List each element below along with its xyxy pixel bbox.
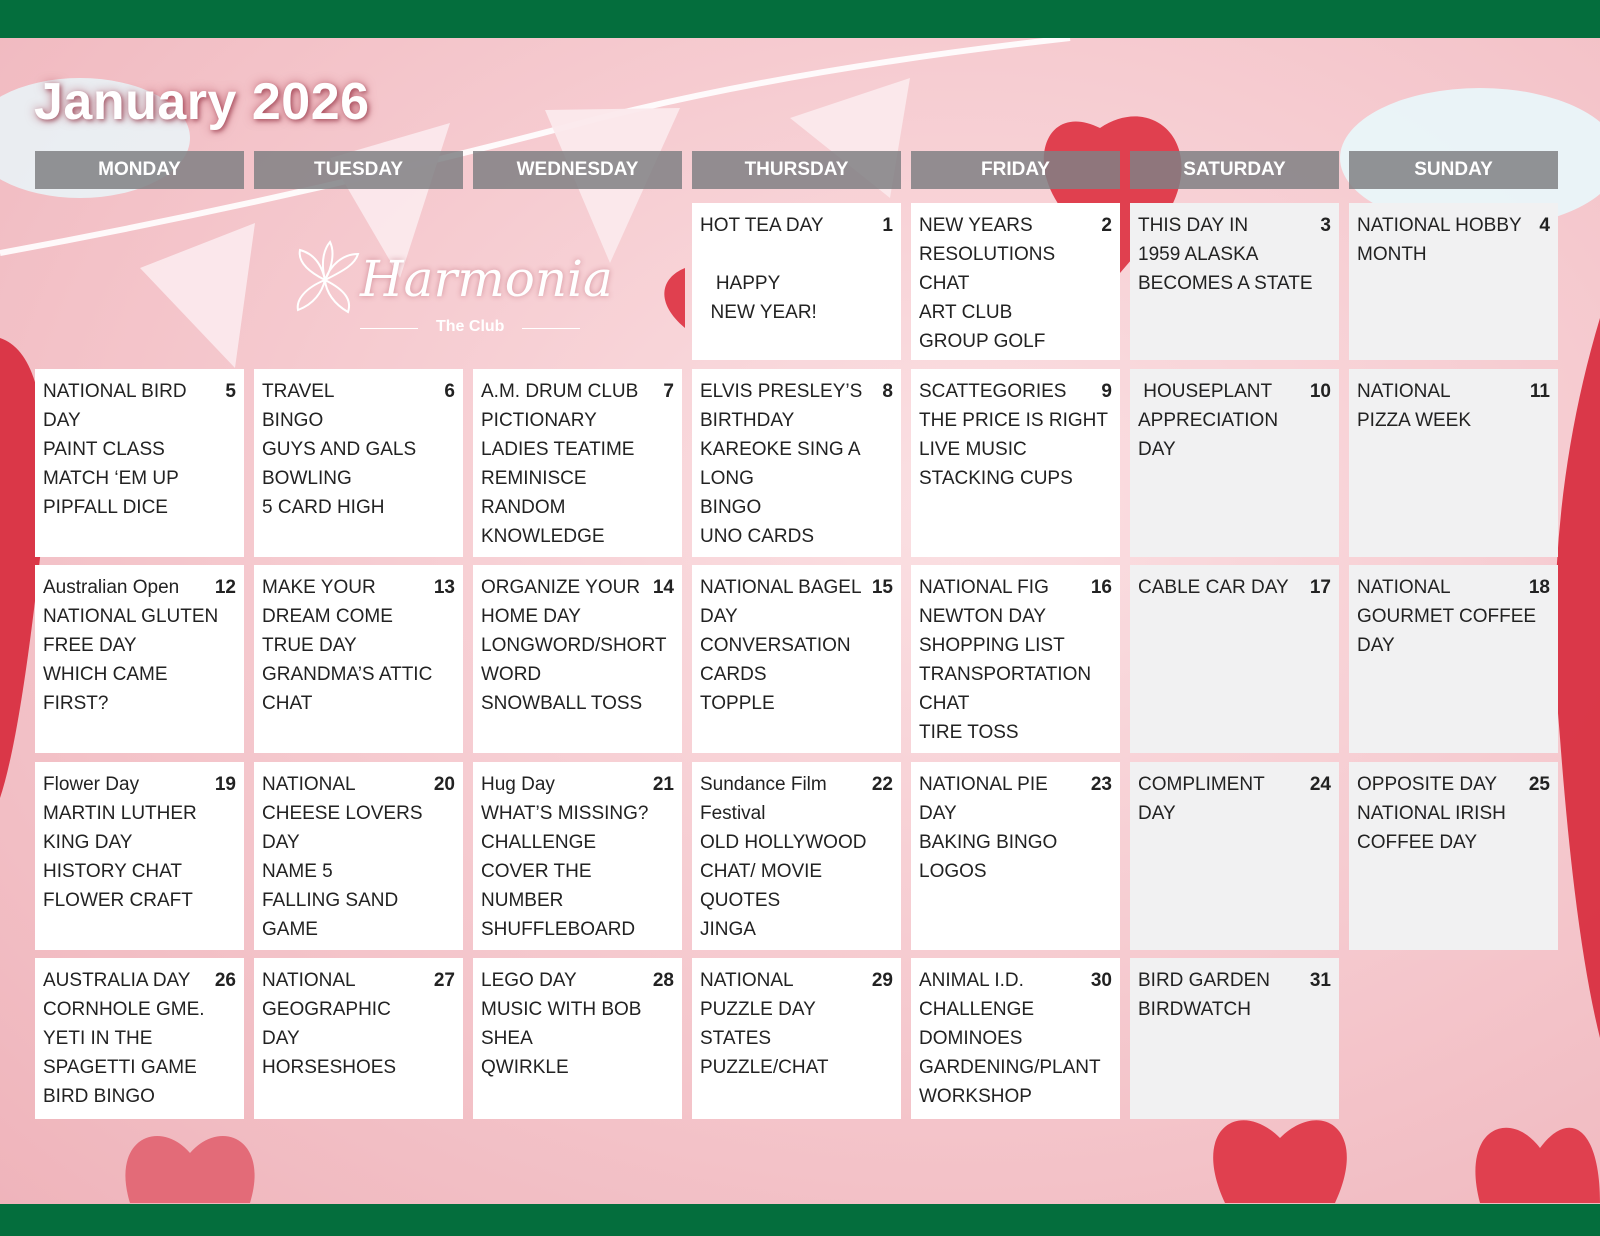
- activity-line: Australian Open: [43, 577, 180, 598]
- activity-line: MARTIN LUTHER: [43, 803, 197, 824]
- activity-line: SNOWBALL TOSS: [481, 693, 643, 714]
- harmonia-logo: [290, 240, 650, 350]
- day-cell: [35, 369, 244, 557]
- activity-line: FALLING SAND: [262, 890, 399, 911]
- day-number: 18: [1528, 577, 1550, 598]
- day-number: 19: [214, 774, 236, 795]
- day-cell: [473, 369, 682, 557]
- day-number: 17: [1309, 577, 1331, 598]
- activity-line: NATIONAL: [700, 970, 794, 991]
- day-cell: [911, 958, 1120, 1119]
- activity-line: DAY: [1357, 635, 1395, 656]
- activity-line: NATIONAL PIE: [919, 774, 1048, 795]
- activity-line: LADIES TEATIME: [481, 439, 635, 460]
- activity-line: LEGO DAY: [481, 970, 577, 991]
- activity-line: CARDS: [700, 664, 767, 685]
- activity-line: FIRST?: [43, 693, 109, 714]
- activity-line: BAKING BINGO: [919, 832, 1058, 853]
- activity-line: WHICH CAME: [43, 664, 168, 685]
- day-cell: [35, 762, 244, 950]
- activity-line: NATIONAL BAGEL: [700, 577, 862, 598]
- activity-line: ORGANIZE YOUR: [481, 577, 641, 598]
- day-cell: [1349, 565, 1558, 753]
- activity-line: THE PRICE IS RIGHT: [919, 410, 1108, 431]
- day-number: 31: [1309, 970, 1331, 991]
- activity-line: 5 CARD HIGH: [262, 497, 385, 518]
- activity-line: Flower Day: [43, 774, 140, 795]
- day-cell: [911, 565, 1120, 753]
- activity-line: CHAT: [919, 693, 970, 714]
- activity-line: SCATTEGORIES: [919, 381, 1067, 402]
- activity-line: GROUP GOLF: [919, 331, 1046, 352]
- logo-subtitle: The Club: [436, 318, 505, 335]
- day-cell: [254, 369, 463, 557]
- day-number: 26: [214, 970, 236, 991]
- day-cell: [35, 958, 244, 1119]
- day-number: 1: [882, 215, 893, 236]
- activity-line: BINGO: [700, 497, 762, 518]
- activity-line: DAY: [700, 606, 738, 627]
- activity-line: BIRD BINGO: [43, 1086, 155, 1107]
- activity-line: NEW YEAR!: [700, 302, 817, 323]
- activity-line: HOME DAY: [481, 606, 581, 627]
- lotus-flower-icon: [290, 240, 360, 320]
- activity-line: GOURMET COFFEE: [1357, 606, 1537, 627]
- activity-line: CHALLENGE: [481, 832, 597, 853]
- day-cell: [911, 203, 1120, 360]
- day-cell: [473, 958, 682, 1119]
- activity-line: PUZZLE DAY: [700, 999, 816, 1020]
- activity-line: RESOLUTIONS: [919, 244, 1056, 265]
- activity-line: PIZZA WEEK: [1357, 410, 1472, 431]
- activity-line: APPRECIATION: [1138, 410, 1279, 431]
- activity-line: COVER THE: [481, 861, 592, 882]
- activity-line: WORKSHOP: [919, 1086, 1032, 1107]
- activity-line: BINGO: [262, 410, 324, 431]
- heart-icon: [655, 268, 685, 328]
- activity-line: NEW YEARS: [919, 215, 1033, 236]
- day-cell: [254, 565, 463, 753]
- activity-line: HOT TEA DAY: [700, 215, 824, 236]
- day-number: 30: [1090, 970, 1112, 991]
- activity-line: PAINT CLASS: [43, 439, 165, 460]
- activity-line: NATIONAL BIRD: [43, 381, 187, 402]
- activity-line: HAPPY: [700, 273, 781, 294]
- day-cell: [692, 762, 901, 950]
- activity-line: BECOMES A STATE: [1138, 273, 1313, 294]
- activity-line: COFFEE DAY: [1357, 832, 1477, 853]
- activity-line: FREE DAY: [43, 635, 137, 656]
- activity-line: CHALLENGE: [919, 999, 1035, 1020]
- day-cell: [1349, 369, 1558, 557]
- activity-line: TRUE DAY: [262, 635, 357, 656]
- activity-line: NEWTON DAY: [919, 606, 1047, 627]
- day-cell: [1130, 369, 1339, 557]
- activity-line: A.M. DRUM CLUB: [481, 381, 639, 402]
- activity-line: SPAGETTI GAME: [43, 1057, 197, 1078]
- activity-line: TIRE TOSS: [919, 722, 1019, 743]
- day-number: 11: [1529, 381, 1550, 402]
- activity-line: OLD HOLLYWOOD: [700, 832, 867, 853]
- activity-line: DAY: [1138, 803, 1176, 824]
- day-cell: [254, 762, 463, 950]
- activity-line: STACKING CUPS: [919, 468, 1073, 489]
- activity-line: LONGWORD/SHORT: [481, 635, 667, 656]
- activity-line: NATIONAL IRISH: [1357, 803, 1506, 824]
- day-number: 6: [444, 381, 455, 402]
- day-number: 24: [1309, 774, 1331, 795]
- day-number: 15: [871, 577, 893, 598]
- activity-line: RANDOM: [481, 497, 566, 518]
- activity-line: Hug Day: [481, 774, 555, 795]
- logo-name: Harmonia: [360, 250, 613, 308]
- activity-line: DAY: [262, 832, 300, 853]
- activity-line: Festival: [700, 803, 766, 824]
- weekday-header-saturday: SATURDAY: [1130, 151, 1339, 189]
- activity-line: CABLE CAR DAY: [1138, 577, 1289, 598]
- day-cell: [911, 762, 1120, 950]
- activity-line: WORD: [481, 664, 542, 685]
- activity-line: LIVE MUSIC: [919, 439, 1027, 460]
- day-cell: [473, 565, 682, 753]
- activity-line: STATES: [700, 1028, 772, 1049]
- weekday-header-sunday: SUNDAY: [1349, 151, 1558, 189]
- activity-line: Sundance Film: [700, 774, 827, 795]
- day-cell: [1130, 762, 1339, 950]
- day-number: 27: [433, 970, 455, 991]
- activity-line: TRAVEL: [262, 381, 335, 402]
- activity-line: CHEESE LOVERS: [262, 803, 423, 824]
- activity-line: [700, 240, 893, 269]
- activity-line: REMINISCE: [481, 468, 587, 489]
- activity-line: 1959 ALASKA: [1138, 244, 1259, 265]
- activity-line: KING DAY: [43, 832, 133, 853]
- activity-line: CHAT/ MOVIE: [700, 861, 823, 882]
- day-cell: [692, 565, 901, 753]
- activity-line: PIPFALL DICE: [43, 497, 168, 518]
- day-cell: [1349, 762, 1558, 950]
- day-cell: [1349, 203, 1558, 360]
- activity-line: PUZZLE/CHAT: [700, 1057, 829, 1078]
- activity-line: QWIRKLE: [481, 1057, 569, 1078]
- activity-line: MONTH: [1357, 244, 1427, 265]
- day-cell: [1130, 958, 1339, 1119]
- top-green-band: [0, 0, 1600, 38]
- activity-line: KNOWLEDGE: [481, 526, 605, 547]
- activity-line: CHAT: [919, 273, 970, 294]
- day-number: 8: [882, 381, 893, 402]
- day-number: 29: [871, 970, 893, 991]
- activity-line: MAKE YOUR: [262, 577, 376, 598]
- activity-line: GAME: [262, 919, 318, 940]
- activity-line: THIS DAY IN: [1138, 215, 1249, 236]
- activity-line: LOGOS: [919, 861, 987, 882]
- month-title: January 2026: [34, 73, 370, 131]
- day-number: 22: [871, 774, 893, 795]
- activity-line: DOMINOES: [919, 1028, 1023, 1049]
- day-number: 25: [1528, 774, 1550, 795]
- activity-line: DAY: [1138, 439, 1176, 460]
- day-number: 9: [1101, 381, 1112, 402]
- activity-line: CORNHOLE GME.: [43, 999, 205, 1020]
- weekday-header-tuesday: TUESDAY: [254, 151, 463, 189]
- activity-line: NATIONAL: [262, 970, 356, 991]
- activity-line: OPPOSITE DAY: [1357, 774, 1498, 795]
- activity-line: JINGA: [700, 919, 756, 940]
- activity-line: NATIONAL: [262, 774, 356, 795]
- logo-rule-left: [360, 328, 418, 329]
- activity-line: BIRTHDAY: [700, 410, 795, 431]
- day-cell: [692, 958, 901, 1119]
- activity-line: ART CLUB: [919, 302, 1013, 323]
- day-cell: [1130, 565, 1339, 753]
- activity-line: GUYS AND GALS: [262, 439, 417, 460]
- activity-line: SHUFFLEBOARD: [481, 919, 636, 940]
- activity-line: HISTORY CHAT: [43, 861, 183, 882]
- day-number: 14: [652, 577, 674, 598]
- activity-line: NUMBER: [481, 890, 564, 911]
- day-number: 28: [652, 970, 674, 991]
- activity-line: NAME 5: [262, 861, 333, 882]
- activity-line: CHAT: [262, 693, 313, 714]
- activity-line: CONVERSATION: [700, 635, 851, 656]
- activity-line: NATIONAL FIG: [919, 577, 1049, 598]
- activity-line: GARDENING/PLANT: [919, 1057, 1101, 1078]
- weekday-header-thursday: THURSDAY: [692, 151, 901, 189]
- day-cell: [473, 762, 682, 950]
- day-number: 13: [433, 577, 455, 598]
- day-number: 5: [225, 381, 236, 402]
- day-cell: [1130, 203, 1339, 360]
- weekday-header-monday: MONDAY: [35, 151, 244, 189]
- activity-line: GEOGRAPHIC: [262, 999, 391, 1020]
- activity-line: SHEA: [481, 1028, 533, 1049]
- day-number: 20: [433, 774, 455, 795]
- activity-line: DREAM COME: [262, 606, 393, 627]
- activity-line: TOPPLE: [700, 693, 775, 714]
- day-number: 12: [214, 577, 236, 598]
- day-cell: [911, 369, 1120, 557]
- day-number: 7: [663, 381, 674, 402]
- activity-line: WHAT’S MISSING?: [481, 803, 649, 824]
- weekday-header-wednesday: WEDNESDAY: [473, 151, 682, 189]
- activity-line: MUSIC WITH BOB: [481, 999, 642, 1020]
- activity-line: PICTIONARY: [481, 410, 597, 431]
- day-number: 21: [652, 774, 674, 795]
- logo-rule-right: [522, 328, 580, 329]
- day-number: 23: [1090, 774, 1112, 795]
- day-cell: [692, 203, 901, 360]
- activity-line: HORSESHOES: [262, 1057, 397, 1078]
- activity-line: YETI IN THE: [43, 1028, 153, 1049]
- activity-line: QUOTES: [700, 890, 781, 911]
- activity-line: DAY: [919, 803, 957, 824]
- day-number: 4: [1539, 215, 1550, 236]
- activity-line: BIRDWATCH: [1138, 999, 1251, 1020]
- activity-line: BOWLING: [262, 468, 352, 489]
- day-cell: [692, 369, 901, 557]
- day-cell: [35, 565, 244, 753]
- activity-line: SHOPPING LIST: [919, 635, 1065, 656]
- day-number: 16: [1090, 577, 1112, 598]
- activity-line: DAY: [262, 1028, 300, 1049]
- activity-line: NATIONAL: [1357, 577, 1451, 598]
- activity-line: ELVIS PRESLEY’S: [700, 381, 863, 402]
- activity-line: GRANDMA’S ATTIC: [262, 664, 433, 685]
- activity-line: BIRD GARDEN: [1138, 970, 1270, 991]
- activity-line: COMPLIMENT: [1138, 774, 1265, 795]
- activity-line: NATIONAL HOBBY: [1357, 215, 1522, 236]
- activity-line: KAREOKE SING A: [700, 439, 861, 460]
- activity-line: UNO CARDS: [700, 526, 815, 547]
- bottom-green-band: [0, 1204, 1600, 1236]
- activity-line: AUSTRALIA DAY: [43, 970, 191, 991]
- activity-line: NATIONAL: [1357, 381, 1451, 402]
- weekday-header-friday: FRIDAY: [911, 151, 1120, 189]
- activity-line: FLOWER CRAFT: [43, 890, 193, 911]
- day-number: 10: [1309, 381, 1331, 402]
- day-cell: [254, 958, 463, 1119]
- activity-line: LONG: [700, 468, 754, 489]
- day-number: 2: [1101, 215, 1112, 236]
- day-number: 3: [1320, 215, 1331, 236]
- activity-line: ANIMAL I.D.: [919, 970, 1024, 991]
- activity-line: MATCH ‘EM UP: [43, 468, 179, 489]
- activity-line: DAY: [43, 410, 81, 431]
- activity-line: TRANSPORTATION: [919, 664, 1092, 685]
- activity-line: HOUSEPLANT: [1138, 381, 1273, 402]
- activity-line: NATIONAL GLUTEN: [43, 606, 219, 627]
